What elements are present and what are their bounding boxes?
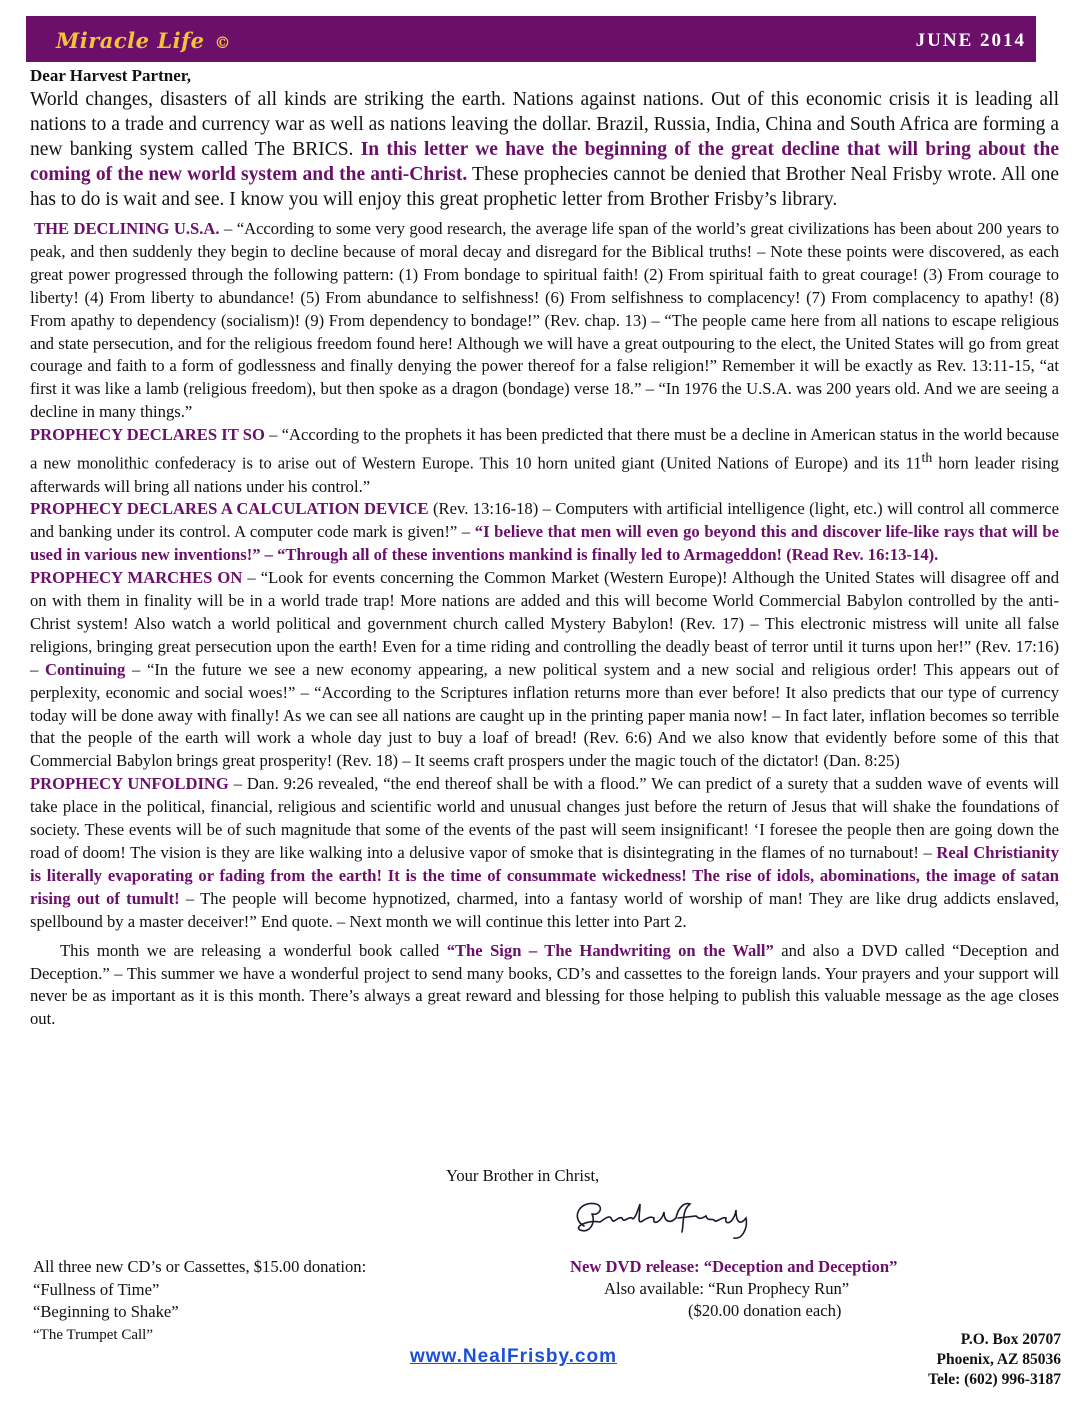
section-text: – Dan. 9:26 revealed, “the end thereof shall be with a flood.” We can predict of a surety that a sudden wave of events will take place in the political, financial, religious and scientific world and unusual changes just before the return of Jesus that will shake the foundations of society. These events will be of such magnitude that some of the events of the past will seem insignificant! ‘I foresee the people then are going down the road of doom! The vision is they are like walking into a delusive vapor of smoke that is disintegrating in the flames of no turnabout! – [30, 774, 1059, 862]
intro-text-end: These prophecies cannot be denied that Brother Neal Frisby wrote. All one has to do is wait and see. I know you will enjoy this great prophetic letter from Brother Frisby’s library. [30, 164, 1059, 210]
continuing-label: Continuing [45, 659, 126, 679]
section-text: – “According to the prophets it has been predicted that there must be a decline in American status in the world because a new monolithic confederacy is to arise out of Western Europe. This 10 horn united giant (United Nations of Europe) and its 11 [30, 425, 1059, 473]
cd-offer [33, 1256, 366, 1346]
also-available: Also available: “Run Prophecy Run” [604, 1279, 850, 1298]
book-title: “The Sign – The Handwriting on the Wall” [446, 940, 774, 960]
cd-intro: All three new CD’s or Cassettes, $15.00 donation: [33, 1257, 367, 1276]
prophecy-sections [30, 218, 1059, 1031]
letter-body [30, 66, 1059, 1031]
cd-title-item: “The Trumpet Call” [33, 1326, 153, 1343]
superscript-th: th [921, 450, 933, 466]
intro-paragraph [30, 87, 1059, 212]
salutation: Dear Harvest Partner, [30, 66, 191, 85]
section-heading: THE DECLINING U.S.A. [34, 219, 220, 238]
section-heading: PROPHECY DECLARES A CALCULATION DEVICE [30, 499, 429, 519]
section-highlight: “I believe that men will even go beyond this and discover life-like rays that will be used in various new inventions!” – “Through all of these inventions mankind is finally led to Armageddon! (Read Rev. 16:13-14). [30, 522, 1059, 565]
intro-highlight: In this letter we have the beginning of the great decline that will bring about the coming of the new world system and the anti-Christ. [30, 139, 1059, 185]
closing-paragraph [30, 940, 1059, 1032]
section-text: – “Look for events concerning the Common Market (Western Europe)! Although the United States will disagree off and on with them in finality will be in a world trade trap! More nations are added and this will become World Commercial Babylon controlled by the anti-Christ system! Also watch a world political and government church called Mystery Babylon! (Rev. 17) – This electronic mistress will unite all false religions, bringing great persecution upon the earth! Even for a time riding and controlling the deadly beast of terror until it turns upon her!” (Rev. 17:16) – [30, 568, 1059, 679]
brand-logo [56, 28, 231, 53]
section-unfolding [30, 773, 1059, 933]
dvd-release: New DVD release: “Deception and Deception” [570, 1257, 898, 1276]
closing-text-end: and also a DVD called “Deception and Deception.” – This summer we have a wonderful project to send many books, CD’s and cassettes to the foreign lands. Your prayers and your support will never be as important as it is this month. There’s always a great reward and blessing for those helping to publish this valuable message as the age closes out. [30, 940, 1060, 1029]
section-highlight: Real Christianity is literally evaporating or fading from the earth! It is the time of consummate wickedness! The rise of idols, abominations, the image of satan rising out of tumult! [30, 843, 1059, 908]
copyright-mark: © [214, 33, 231, 52]
brand-name: Miracle Life [56, 28, 205, 53]
signature-image [566, 1196, 766, 1244]
address-line: P.O. Box 20707 [960, 1331, 1061, 1348]
section-heading: PROPHECY MARCHES ON [30, 568, 243, 588]
cd-title-item: “Fullness of Time” [33, 1279, 160, 1299]
closing-text: This month we are releasing a wonderful book called [60, 940, 447, 960]
address-line: Tele: (602) 996-3187 [928, 1371, 1061, 1388]
address-line: Phoenix, AZ 85036 [936, 1351, 1061, 1368]
section-marches-on [30, 567, 1059, 773]
section-text-end: – “In the future we see a new economy appearing, a new political system and a new social and religious order! This appears out of perplexity, economic and social woes!” – “According to the Scriptures inflation returns more than ever before! It also predicts that our type of currency today will be done away with finally! As we can see all nations are caught up in the printing paper mania now! – In fact later, inflation becomes so terrible that the people of the earth will work a whole day just to buy a loaf of bread! (Rev. 6:6) And we also know that evidently before some of this that Commercial Babylon brings great prosperity! (Rev. 18) – It seems craft prospers under the magic touch of the dictator! (Dan. 8:25) [30, 659, 1059, 771]
section-text: (Rev. 13:16-18) – Computers with artificial intelligence (light, etc.) will control all commerce and banking under its control. A computer code mark is given!” – [30, 499, 1059, 542]
section-declining-usa [30, 218, 1059, 424]
signoff: Your Brother in Christ, [446, 1166, 600, 1185]
intro-text: World changes, disasters of all kinds are striking the earth. Nations against nations. Out of this economic crisis it is leading all nations to a trade and currency war as well as nations leaving the dollar. Brazil, Russia, India, China and South Africa are forming a new banking system called The BRICS. [30, 89, 1059, 160]
donation-each: ($20.00 donation each) [688, 1301, 842, 1320]
section-heading: PROPHECY DECLARES IT SO [30, 425, 265, 445]
header-banner [26, 16, 1036, 62]
section-text: – “According to some very good research, the average life span of the world’s great civilizations has been about 200 years to peak, and then suddenly they begin to decline because of moral decay and disregard for the Biblical truths! – Note these points were discovered, as each great power progressed through the following pattern: (1) From bondage to spiritual faith! (2) From spiritual faith to great courage! (3) From courage to liberty! (4) From liberty to abundance! (5) From abundance to selfishness! (6) From selfishness to complacency! (7) From complacency to apathy! (8) From apathy to dependency (socialism)! (9) From dependency to bondage!” (Rev. chap. 13) – “The people came here from all nations to escape religious and state persecution, and for the religious freedom found here! Although we will have a great outpouring to the elect, the United States will go from great courage and faith to a form of godlessness and finally denying the power thereof for a false religion!” Remember it will be exactly as Rev. 13:11-15, “at first it was like a lamb (religious freedom), but then spoke as a dragon (bondage) verse 18.” – “In 1976 the U.S.A. was 200 years old. And we are seeing a decline in many things.” [30, 219, 1059, 422]
mailing-address [928, 1330, 1061, 1390]
website-link[interactable]: www.NealFrisby.com [410, 1346, 617, 1367]
section-calculation-device [30, 498, 1059, 567]
dvd-offer [570, 1256, 990, 1322]
section-text-end: horn leader rising afterwards will bring all nations under his control.” [30, 453, 1059, 496]
section-text-end: – The people will become hypnotized, charmed, into a fantasy world of worship of man! They are like drug addicts enslaved, spellbound by a master deceiver!” End quote. – Next month we will continue this letter into Part 2. [30, 888, 1059, 931]
cd-title-item: “Beginning to Shake” [33, 1302, 179, 1321]
section-prophecy-declares [30, 424, 1059, 498]
section-heading: PROPHECY UNFOLDING [30, 774, 229, 794]
issue-date: JUNE 2014 [915, 30, 1026, 51]
